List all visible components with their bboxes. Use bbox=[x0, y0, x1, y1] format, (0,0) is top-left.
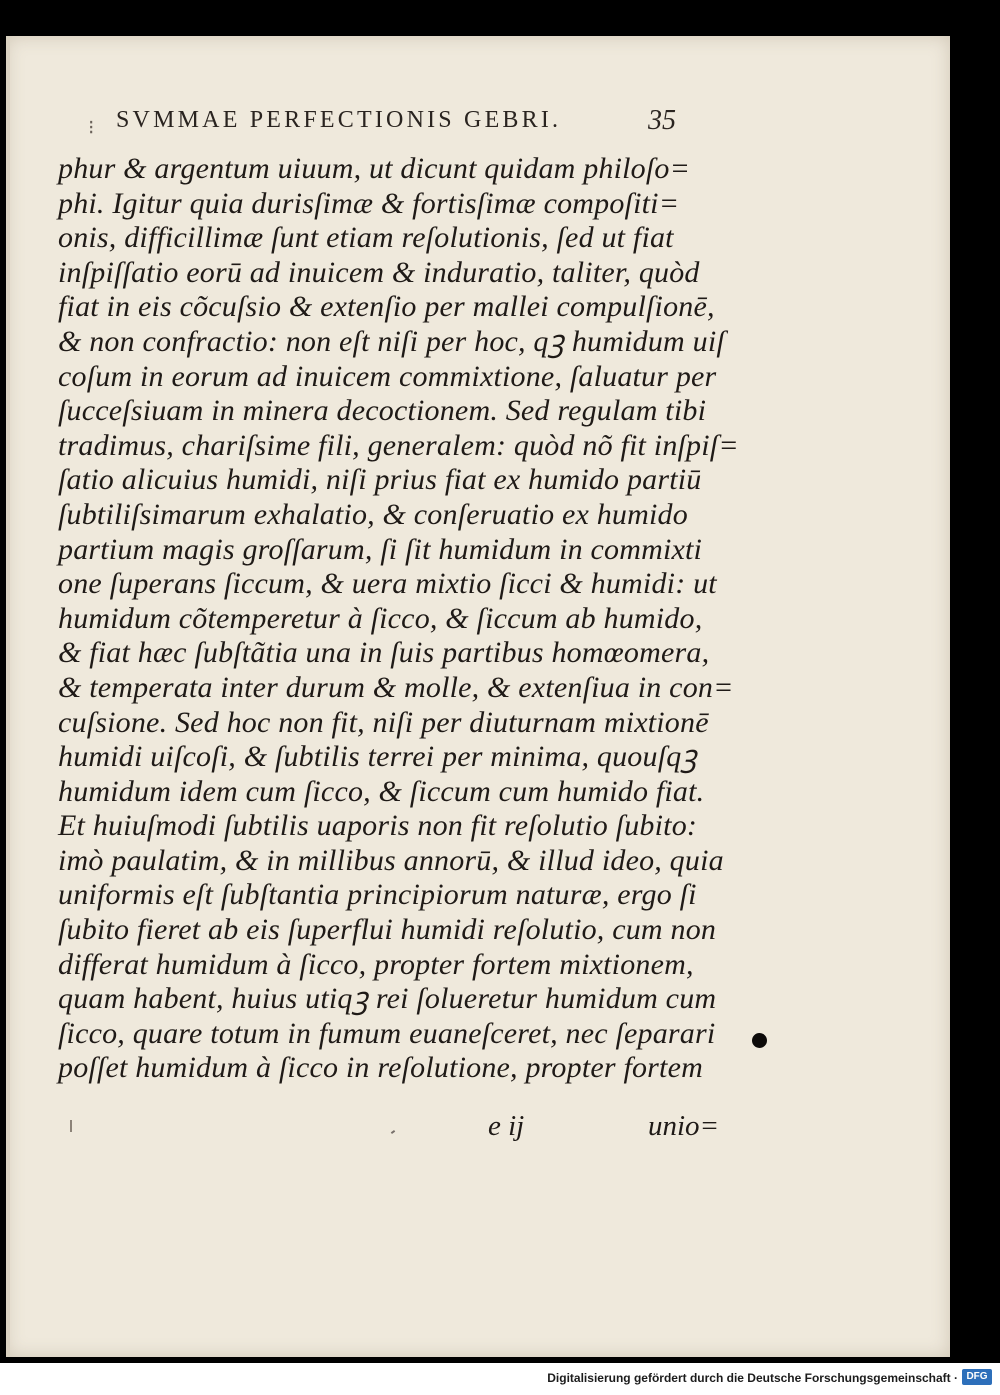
funding-notice: Digitalisierung gefördert durch die Deutsche Forschungsgemeinschaft · bbox=[547, 1371, 958, 1385]
text-line: inſpiſſatio eorū ad inuicem & induratio, taliter, quòd bbox=[58, 255, 700, 289]
text-line: phur & argentum uiuum, ut dicunt quidam philoſo= bbox=[58, 152, 691, 185]
margin-dot bbox=[752, 1033, 767, 1048]
text-line: ſubtiliſsimarum exhalatio, & conſeruatio ex humido bbox=[58, 497, 688, 531]
text-line: & temperata inter durum & molle, & extenſiua in con= bbox=[58, 670, 734, 704]
text-line: tradimus, chariſsime fili, generalem: quòd nõ fit inſpiſ= bbox=[58, 428, 739, 462]
text-line: humidum cõtemperetur à ſicco, & ſiccum ab humido, bbox=[58, 601, 703, 635]
running-title: SVMMAE PERFECTIONIS GEBRI. bbox=[116, 107, 562, 133]
header-ornament: ⁝ bbox=[88, 117, 95, 139]
text-line: humidum idem cum ſicco, & ſiccum cum humido fiat. bbox=[58, 774, 705, 808]
text-line: humidi uiſcoſi, & ſubtilis terrei per minima, quouſqꝫ bbox=[58, 740, 697, 774]
text-line: ſatio alicuius humidi, niſi prius fiat ex humido partiū bbox=[58, 463, 702, 497]
text-line: & non confractio: non eſt niſi per hoc, qꝫ humidum uiſ bbox=[58, 324, 725, 358]
text-line: differat humidum à ſicco, propter fortem mixtionem, bbox=[58, 947, 694, 981]
digitization-footer bbox=[0, 1363, 1000, 1395]
text-line: onis, difficillimæ ſunt etiam reſolutionis, ſed ut fiat bbox=[58, 221, 674, 255]
catchword: unio= bbox=[648, 1110, 720, 1142]
text-line: partium magis groſſarum, ſi ſit humidum in commixti bbox=[58, 532, 703, 566]
page-number: 35 bbox=[648, 105, 676, 136]
text-line: fiat in eis cõcuſsio & extenſio per mallei compulſionē, bbox=[58, 290, 715, 324]
signature-mark: e ij bbox=[488, 1110, 525, 1142]
text-line: ſicco, quare totum in fumum euaneſceret, nec ſeparari bbox=[58, 1016, 716, 1050]
page-body-text bbox=[58, 152, 738, 1086]
text-line: one ſuperans ſiccum, & uera mixtio ſicci & humidi: ut bbox=[58, 567, 717, 601]
text-line: & fiat hæc ſubſtãtia una in ſuis partibus homœomera, bbox=[58, 636, 710, 670]
page-header bbox=[88, 107, 708, 143]
text-line: coſum in eorum ad inuicem commixtione, ſaluatur per bbox=[58, 359, 717, 393]
text-line: Et huiuſmodi ſubtilis uaporis non fit reſolutio ſubito: bbox=[58, 809, 698, 843]
text-line: quam habent, huius utiqꝫ rei ſolueretur humidum cum bbox=[58, 982, 717, 1016]
text-line: poſſet humidum à ſicco in reſolutione, propter fortem bbox=[58, 1051, 703, 1085]
dfg-logo: DFG bbox=[962, 1369, 992, 1385]
text-line: ſubito fieret ab eis ſuperflui humidi reſolutio, cum non bbox=[58, 913, 717, 947]
text-line: ſucceſsiuam in minera decoctionem. Sed regulam tibi bbox=[58, 394, 707, 428]
text-line: uniformis eſt ſubſtantia principiorum naturæ, ergo ſi bbox=[58, 878, 697, 912]
page-footer-line bbox=[488, 1110, 736, 1150]
text-line: cuſsione. Sed hoc non fit, niſi per diuturnam mixtionē bbox=[58, 705, 709, 739]
paper-mark bbox=[70, 1120, 72, 1132]
text-line: imò paulatim, & in millibus annorū, & illud ideo, quia bbox=[58, 843, 724, 877]
text-line: phi. Igitur quia durisſimæ & fortisſimæ compoſiti= bbox=[58, 186, 680, 220]
